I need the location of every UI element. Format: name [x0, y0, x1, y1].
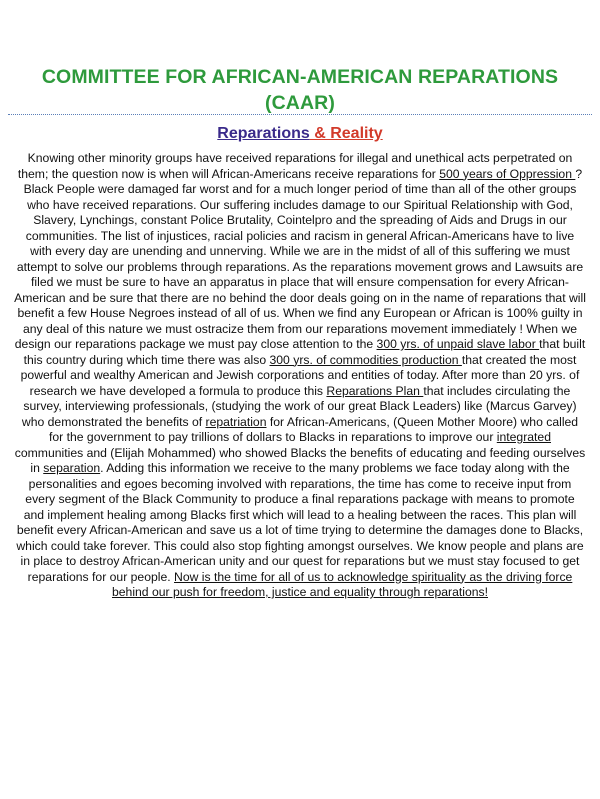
underlined-phrase: integrated — [496, 430, 551, 444]
body-text-segment: communities and (Elijah Mohammed) who showed Blacks the benefits of educating and feeding ourselves in — [14, 445, 586, 475]
underlined-phrase: Reparations Plan — [326, 383, 424, 398]
underlined-phrase: 500 years of Oppression — [439, 166, 576, 181]
body-text-segment: that built this country during which time there was also — [23, 337, 586, 367]
underlined-phrase: separation — [43, 461, 101, 475]
document-subtitle — [0, 124, 600, 144]
body-text-segment: that includes circulating the survey, interviewing professionals, (studying the work of our great Black Leaders) like (Marcus Garvey) who demonstrated the benefits of — [21, 383, 577, 429]
underlined-phrase: 300 yrs. of unpaid slave labor — [376, 337, 540, 351]
subtitle-reparations: Reparations — [217, 125, 310, 142]
body-text-segment: ? Black People were damaged far worst and for a much longer period of time than all of the other groups who have received reparations. Our suffering includes damage to our Spiritual Relationship with God, Slavery, Lynchings, constant Police Brutality, Cointelpro and the spreading of Aids and Drugs in our communities. The list of injustices, racial policies and racism in general African-Americans have to live with every day are unending and unnerving. While we are in the midst of all of this suffering we must attempt to solve our problems through reparations. As the reparations movement grows and Lawsuits are filed we must be sure to have an apparatus in place that will ensure compensation for every African-American and be sure that there are no behind the door deals going on in the name of reparations that will benefit a few House Negroes instead of all of us. When we find any European or African is 100% guilty in any deal of this nature we must ostracize them from our reparations movement immediately ! When we design our reparations package we must pay close attention to the — [14, 166, 586, 351]
body-text-segment: . Adding this information we receive to the many problems we face today along with the personalities and egoes becoming involved with reparations, the time has come to receive input from every segment of the Black Community to produce a final reparations package with means to promote and implement healing among Blacks first which will lead to a healing between the races. This plan will benefit every African-American and save us a lot of time trying to determine the damages done to Blacks, which could take forever. This could also stop fighting amongst ourselves. We know people and plans are in place to destroy African-American unity and our quest for reparations but we must stay focused to get reparations for our people. — [16, 461, 584, 584]
underlined-phrase: 300 yrs. of commodities production — [269, 352, 462, 367]
subtitle-and-reality: & Reality — [309, 125, 383, 142]
title-line-1: COMMITTEE FOR AFRICAN-AMERICAN REPARATIONS — [41, 66, 559, 88]
body-text-segment: Knowing other minority groups have received reparations for illegal and unethical acts perpetrated on them; the question now is when will African-Americans receive reparations for — [17, 151, 573, 181]
body-text-segment: that created the most powerful and wealthy American and Jewish corporations and entities of today. After more than 20 yrs. of research we have developed a formula to produce this — [20, 352, 580, 398]
title-divider — [8, 114, 592, 115]
title-line-2: (CAAR) — [265, 92, 335, 114]
underlined-phrase: repatriation — [205, 414, 267, 429]
body-paragraph — [14, 151, 586, 601]
body-text-segment: for African-Americans, (Queen Mother Moore) who called for the government to pay trillions of dollars to Blacks in reparations to improve our — [49, 414, 579, 444]
closing-statement: Now is the time for all of us to acknowledge spirituality as the driving force behind our push for freedom, justice and equality through reparations! — [111, 569, 573, 599]
document-title — [0, 64, 600, 116]
